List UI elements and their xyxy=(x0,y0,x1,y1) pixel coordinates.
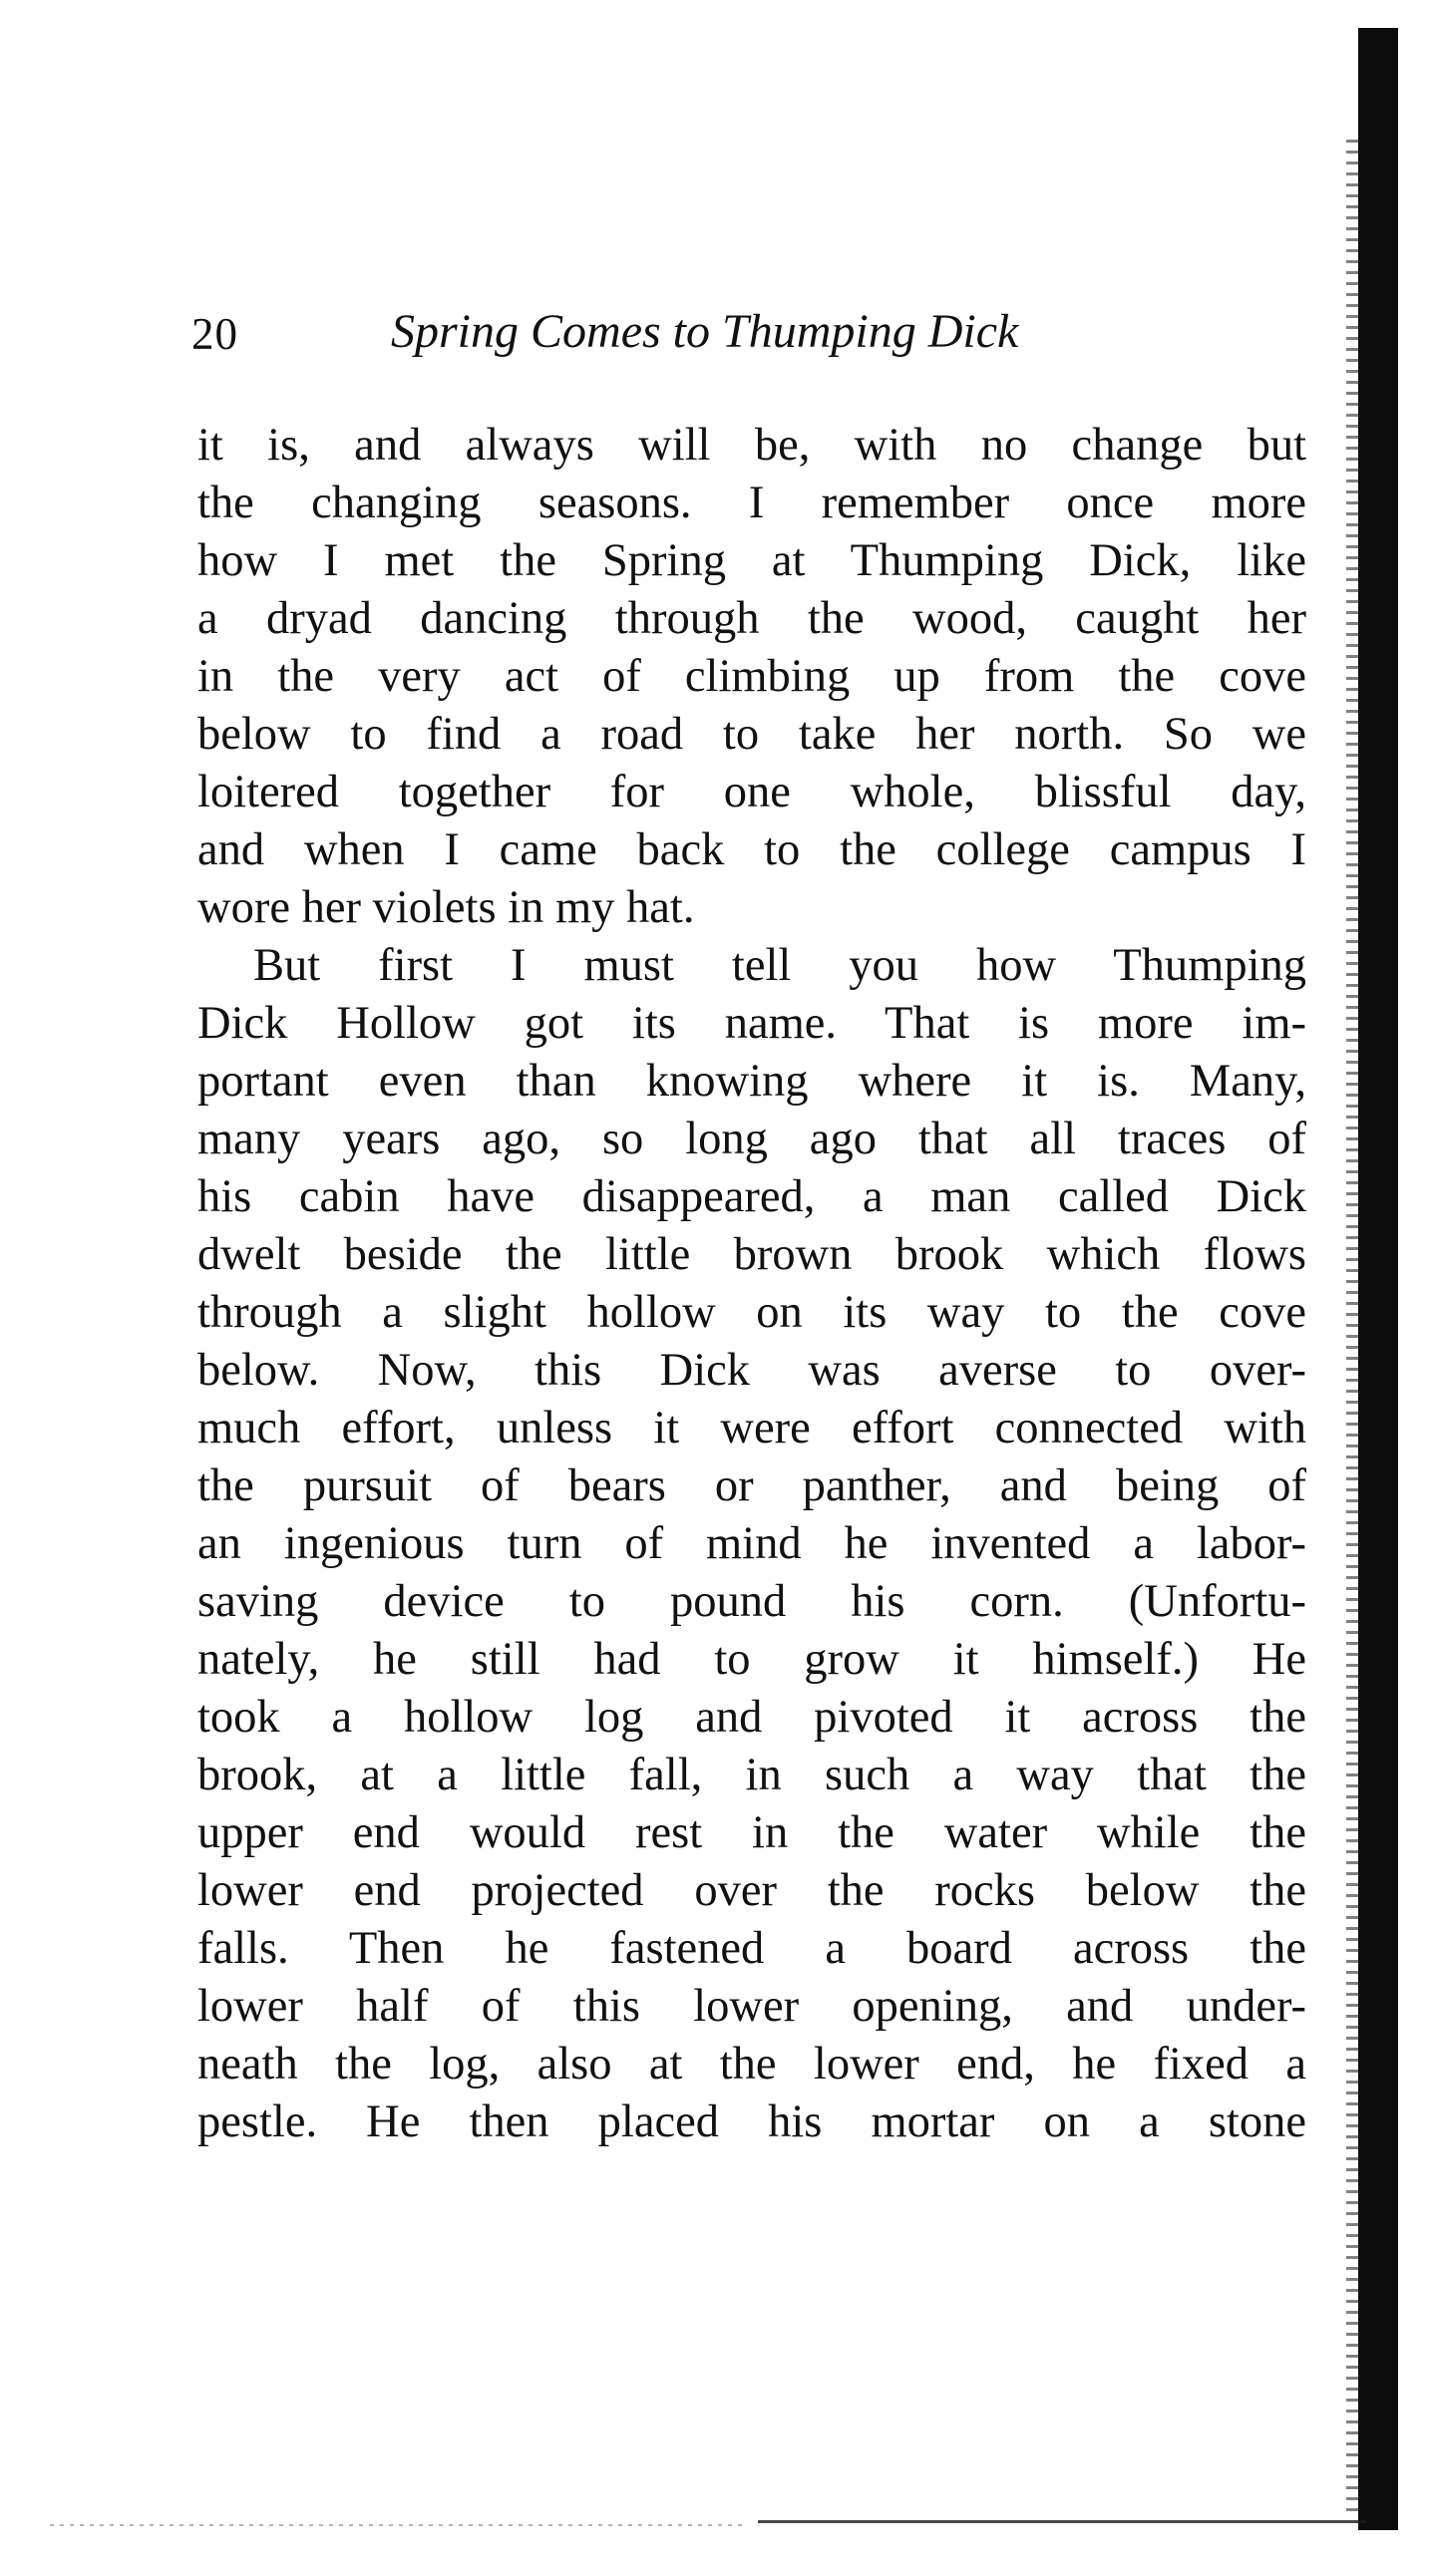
body-text xyxy=(197,417,1306,2151)
text-line: took a hollow log and pivoted it across the xyxy=(197,1692,1306,1743)
text-line: much effort, unless it were effort connected with xyxy=(197,1403,1306,1453)
text-line: in the very act of climbing up from the cove xyxy=(197,651,1306,702)
text-line: the changing seasons. I remember once more xyxy=(197,478,1306,528)
text-line: pestle. He then placed his mortar on a stone xyxy=(197,2096,1306,2147)
text-line: through a slight hollow on its way to the cove xyxy=(197,1287,1306,1338)
text-line: nately, he still had to grow it himself.) He xyxy=(197,1634,1306,1685)
page-edge-shadow xyxy=(1358,28,1398,2530)
text-line: neath the log, also at the lower end, he fixed a xyxy=(197,2039,1306,2090)
text-line: below. Now, this Dick was averse to over- xyxy=(197,1345,1306,1396)
text-line: upper end would rest in the water while the xyxy=(197,1807,1306,1858)
bottom-edge-specks xyxy=(50,2524,748,2526)
paragraph-1 xyxy=(197,417,1306,937)
text-line: lower half of this lower opening, and under- xyxy=(197,1981,1306,2032)
running-title: Spring Comes to Thumping Dick xyxy=(391,305,1019,358)
text-line: saving device to pound his corn. (Unfortu- xyxy=(197,1576,1306,1627)
text-line: his cabin have disappeared, a man called Dick xyxy=(197,1171,1306,1222)
text-line: an ingenious turn of mind he invented a labor- xyxy=(197,1518,1306,1569)
page-number: 20 xyxy=(191,309,238,359)
text-line: But first I must tell you how Thumping xyxy=(253,940,1306,991)
text-line: a dryad dancing through the wood, caught her xyxy=(197,593,1306,644)
text-line: lower end projected over the rocks below the xyxy=(197,1865,1306,1916)
text-line: and when I came back to the college campus I xyxy=(197,824,1306,875)
text-line: the pursuit of bears or panther, and being of xyxy=(197,1460,1306,1511)
text-line: portant even than knowing where it is. Many, xyxy=(197,1056,1306,1107)
text-line: it is, and always will be, with no change but xyxy=(197,420,1306,471)
text-line: dwelt beside the little brown brook which flows xyxy=(197,1229,1306,1280)
text-line: below to find a road to take her north. So we xyxy=(197,709,1306,760)
text-line: many years ago, so long ago that all traces of xyxy=(197,1114,1306,1164)
bottom-edge-line xyxy=(758,2520,1366,2523)
page-edge-texture xyxy=(1346,140,1360,2512)
text-line: wore her violets in my hat. xyxy=(197,882,695,933)
paragraph-2 xyxy=(197,937,1306,2151)
text-line: loitered together for one whole, blissful day, xyxy=(197,767,1306,817)
running-head xyxy=(191,304,1318,374)
text-line: Dick Hollow got its name. That is more im- xyxy=(197,998,1306,1049)
text-line: brook, at a little fall, in such a way that the xyxy=(197,1750,1306,1800)
text-line: falls. Then he fastened a board across the xyxy=(197,1923,1306,1974)
text-line: how I met the Spring at Thumping Dick, like xyxy=(197,535,1306,586)
